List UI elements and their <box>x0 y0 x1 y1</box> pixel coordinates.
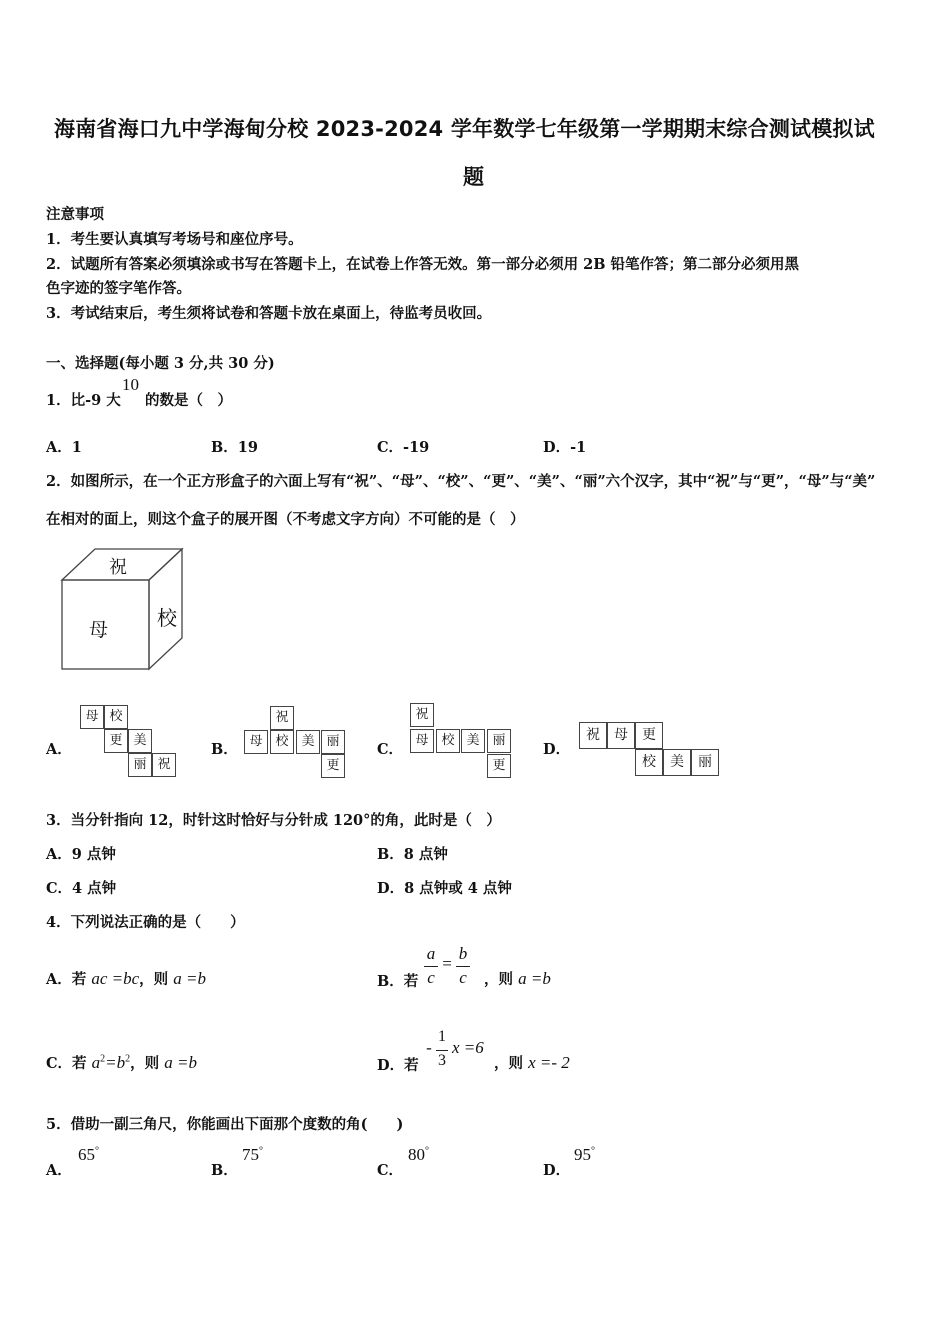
q4-option-c[interactable]: C．若 $a^2=b^2$，则 a =b <box>46 1053 197 1072</box>
q3-option-b[interactable]: B．8 点钟 <box>377 846 448 863</box>
q2-option-c-label[interactable]: C． <box>377 741 404 758</box>
q4-option-b-fraction: a c = b c <box>424 944 484 990</box>
q1-exponent: 10 <box>122 375 139 394</box>
net-cell: 更 <box>104 729 128 753</box>
q3-option-c[interactable]: C．4 点钟 <box>46 880 117 897</box>
net-cell: 丽 <box>487 729 511 753</box>
q2-option-b-label[interactable]: B． <box>211 741 238 758</box>
q5-option-d-value: 95° <box>574 1145 595 1164</box>
net-cell: 丽 <box>128 753 152 777</box>
net-cell: 母 <box>410 729 434 753</box>
q1-prefix: 1．比-9 大 <box>46 392 121 409</box>
section-heading: 一、选择题(每小题 3 分,共 30 分) <box>46 355 275 372</box>
q5-option-a-label[interactable]: A． <box>46 1162 72 1179</box>
net-cell: 祝 <box>579 722 607 749</box>
page-title-line1: 海南省海口九中学海甸分校 2023-2024 学年数学七年级第一学期期末综合测试模拟试 <box>54 117 875 141</box>
q2-stem-line2: 在相对的面上，则这个盒子的展开图（不考虑文字方向）不可能的是（ ） <box>46 511 525 528</box>
q5-option-a-value: 65° <box>78 1145 99 1164</box>
net-cell: 母 <box>607 722 635 749</box>
q1-option-a[interactable]: A．1 <box>46 439 82 456</box>
q3-option-a[interactable]: A．9 点钟 <box>46 846 116 863</box>
q4-option-d-equation: - 1 3 x =6 <box>426 1028 484 1069</box>
notice-item-2b: 色字迹的签字笔作答。 <box>46 280 191 297</box>
net-cell: 校 <box>270 730 294 754</box>
q5-option-c-value: 80° <box>408 1145 429 1164</box>
q1-suffix: 的数是（ ） <box>145 392 232 409</box>
net-cell: 母 <box>80 705 104 729</box>
net-cell: 校 <box>635 749 663 776</box>
q4-option-b-label[interactable]: B．若 <box>377 973 419 990</box>
net-cell: 更 <box>635 722 663 749</box>
net-cell: 美 <box>461 729 485 753</box>
q5-option-b-value: 75° <box>242 1145 263 1164</box>
notice-item-2a: 2．试题所有答案必须填涂或书写在答题卡上，在试卷上作答无效。第一部分必须用 2B 铅笔作答；第二部分必须用黑 <box>46 256 800 273</box>
page-title-line2: 题 <box>463 165 485 189</box>
net-cell: 校 <box>436 729 460 753</box>
q5-option-b-label[interactable]: B． <box>211 1162 238 1179</box>
q2-option-a-label[interactable]: A． <box>46 741 72 758</box>
net-cell: 更 <box>487 754 511 778</box>
net-cell: 更 <box>321 754 345 778</box>
cube-face-side: 校 <box>157 606 177 630</box>
net-cell: 祝 <box>152 753 176 777</box>
q5-option-d-label[interactable]: D． <box>543 1162 571 1179</box>
q1-option-c[interactable]: C．-19 <box>377 439 430 456</box>
net-cell: 美 <box>663 749 691 776</box>
net-cell: 美 <box>128 729 152 753</box>
q4-stem: 4．下列说法正确的是（ ） <box>46 914 245 931</box>
q3-stem: 3．当分针指向 12，时针这时恰好与分针成 120°的角，此时是（ ） <box>46 812 501 829</box>
cube-face-front: 母 <box>89 619 109 641</box>
q4-option-a[interactable]: A．若 ac =bc，则 a =b <box>46 969 206 988</box>
net-cell: 祝 <box>270 706 294 730</box>
notice-item-1: 1．考生要认真填写考场号和座位序号。 <box>46 231 303 248</box>
q1-option-b[interactable]: B．19 <box>211 439 258 456</box>
notice-heading: 注意事项 <box>46 206 104 223</box>
net-cell: 母 <box>244 730 268 754</box>
q2-stem-line1: 2．如图所示，在一个正方形盒子的六面上写有“祝”、“母”、“校”、“更”、“美”、“丽”六个汉字，其中“祝”与“更”，“母”与“美” <box>46 473 876 490</box>
net-cell: 祝 <box>410 703 434 727</box>
q4-option-b-conclusion: ，则 a =b <box>484 969 551 988</box>
net-cell: 美 <box>296 730 320 754</box>
q4-option-d-conclusion: ，则 x =- 2 <box>494 1053 570 1072</box>
notice-item-3: 3．考试结束后，考生须将试卷和答题卡放在桌面上，待监考员收回。 <box>46 305 492 322</box>
cube-face-top: 祝 <box>109 557 127 578</box>
q1-option-d[interactable]: D．-1 <box>543 439 587 456</box>
net-cell: 丽 <box>691 749 719 776</box>
q3-option-d[interactable]: D．8 点钟或 4 点钟 <box>377 880 512 897</box>
q4-option-d-label[interactable]: D．若 <box>377 1057 419 1074</box>
net-cell: 丽 <box>321 730 345 754</box>
q5-stem: 5．借助一副三角尺，你能画出下面那个度数的角( ) <box>46 1116 404 1133</box>
q5-option-c-label[interactable]: C． <box>377 1162 404 1179</box>
net-cell: 校 <box>104 705 128 729</box>
q2-option-d-label[interactable]: D． <box>543 741 571 758</box>
